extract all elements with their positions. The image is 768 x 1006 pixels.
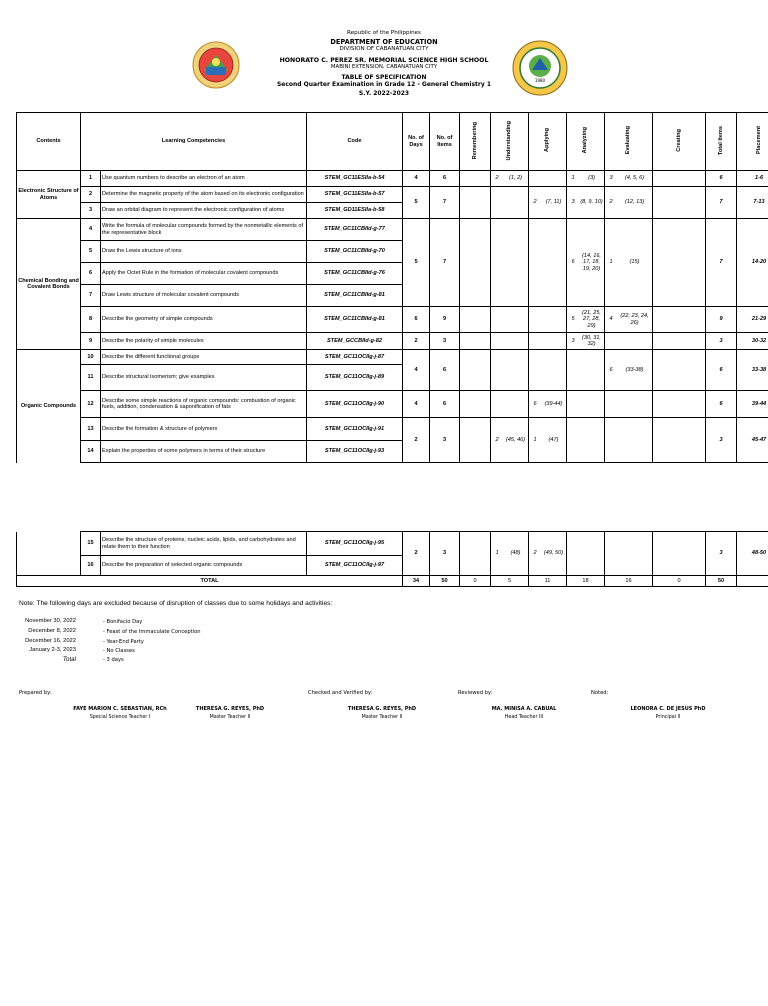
school-seal-year: 1980 [534,78,546,83]
placement: 33-38 [737,350,768,391]
checked-by-label: Checked and Verified by: [308,690,373,696]
placement: 39-44 [737,391,768,418]
app-items: (47) [548,436,559,443]
code: STEM_GC11OCIIg-j-97 [307,556,403,576]
row-number: 5 [81,241,101,263]
code: STEM_GCCBIId-g-82 [307,333,403,350]
row-number: 9 [81,333,101,350]
days: 4 [403,350,430,391]
signatory-name: THERESA G. REYES, PhD [347,706,417,712]
days: 4 [403,171,430,187]
total-understanding: 5 [491,576,529,587]
col-contents: Contents [17,113,81,171]
ana-count: 1 [571,175,575,182]
row-number: 7 [81,285,101,307]
content-atoms: Electronic Structure of Atoms [17,171,81,219]
signatory-name: THERESA G. REYES, PhD [195,706,265,712]
code: STEM_GC11OCIIg-j-95 [307,532,403,556]
ana-items: (8, 9, 10) [580,199,603,206]
days: 2 [403,418,430,463]
items: 3 [430,418,460,463]
table-row [17,219,768,241]
document-header [0,31,768,97]
reviewed-by-label: Reviewed by: [458,690,493,696]
code: STEM_GC11OCIIg-j-90 [307,391,403,418]
row-number: 15 [81,532,101,556]
table-row [17,307,768,333]
signatory-position: Master Teacher II [361,715,403,720]
school-year: S.Y. 2022-2023 [358,90,410,98]
signatory-preparer [60,706,180,720]
total-items-count: 50 [430,576,460,587]
code: STEM_GC11CBIId-g-70 [307,241,403,263]
app-count: 6 [533,400,537,407]
signatory-principal [618,706,718,720]
table-row [17,187,768,203]
app-items: (49, 50) [543,550,564,557]
days: 5 [403,187,430,219]
holiday-desc: - No Classes [103,648,135,654]
ana-count: 3 [571,199,575,206]
signatory-reviewer [474,706,574,720]
competency: Draw Lewis structure of molecular covalent compounds [101,285,307,307]
competency: Describe some simple reactions of organic compounds: combustion of organic fuels, addition, condensation & saponification of fats [101,391,307,418]
eva-count: 2 [609,199,613,206]
row-number: 1 [81,171,101,187]
department-line: DEPARTMENT OF EDUCATION [330,37,438,46]
ana-items: (21, 25, 27, 28, 29) [582,309,601,329]
total-items: 7 [706,187,737,219]
competency: Determine the magnetic property of the atom based on its electronic configuration [101,187,307,203]
holiday-total-label: Total [62,656,76,663]
total-analyzing: 18 [567,576,605,587]
items: 7 [430,219,460,307]
total-items: 9 [706,307,737,333]
days: 4 [403,391,430,418]
total-applying: 11 [529,576,567,587]
app-count: 2 [533,550,537,557]
row-number: 6 [81,263,101,285]
ana-count: 3 [571,337,575,344]
col-evaluating: Evaluating [625,126,632,155]
competency: Write the formula of molecular compounds formed by the nonmetallic elements of the representative block [101,219,307,241]
competency: Draw an orbital diagram to represent the electronic configuration of atoms [101,203,307,219]
signatory-name: MA. MINISA A. CABUAL [491,706,557,712]
code: STEM_GC11CBIId-g-81 [307,285,403,307]
eva-items: (12, 13) [624,199,645,206]
signatory-name: FAYE MARION C. SEBASTIAN, RCh [73,706,167,712]
code: STEM_GC11CBIId-g-76 [307,263,403,285]
code: STEM_GC11CBIId-g-77 [307,219,403,241]
signatory-position: Special Science Teacher I [89,715,151,720]
und-items: (45, 46) [505,436,526,443]
app-count: 1 [533,436,537,443]
col-remembering: Remembering [471,121,478,159]
row-number: 12 [81,391,101,418]
code: STEM_GC11OCIIg-j-87 [307,350,403,365]
items: 3 [430,532,460,576]
eva-items: (22, 23, 24, 26) [620,313,649,326]
code: STEM_GD11ESIIa-b-58 [307,203,403,219]
competency: Describe the geometry of simple compounds [101,307,307,333]
holiday-desc: - Year-End Party [103,639,144,645]
signatory-name: LEONORA C. DE JESUS PhD [630,706,706,712]
total-days: 34 [403,576,430,587]
table-row [17,418,768,441]
code: STEM_GC11ESIIa-b-54 [307,171,403,187]
ana-count: 5 [571,316,575,323]
competency: Apply the Octet Rule in the formation of molecular covalent compounds [101,263,307,285]
table-row [17,391,768,418]
col-creating: Creating [675,128,682,152]
app-count: 2 [533,199,537,206]
items: 7 [430,187,460,219]
placement: 21-29 [737,307,768,333]
days: 5 [403,219,430,307]
school-address: MABINI EXTENSION, CABANATUAN CITY [330,63,438,70]
republic-line: Republic of the Philippines [347,30,421,36]
signatory-position: Principal II [655,715,681,720]
holiday-desc: - Feast of the Immaculate Conception [103,629,201,635]
eva-items: (15) [629,259,640,266]
row-number: 4 [81,219,101,241]
col-code: Code [307,113,403,171]
placement: 14-20 [737,219,768,307]
code: STEM_GC11CBIId-g-81 [307,307,403,333]
total-items: 3 [706,333,737,350]
signatory-co-preparer [180,706,280,720]
eva-items: (4, 5, 6) [624,175,645,182]
row-number: 16 [81,556,101,576]
col-days: No. of Days [403,113,430,171]
row-number: 14 [81,441,101,463]
und-items: (48) [510,550,521,557]
holiday-desc: - Bonifacio Day [103,619,143,625]
total-items: 3 [706,418,737,463]
days: 2 [403,532,430,576]
competency: Describe the structure of proteins, nucleic acids, lipids, and carbohydrates and relate them to their function [101,532,307,556]
placement: 7-13 [737,187,768,219]
eva-items: (33-38) [625,366,644,373]
prepared-by-label: Prepared by: [19,690,52,696]
row-number: 2 [81,187,101,203]
noted-label: Noted: [591,690,609,696]
specification-table-continued [16,531,768,587]
row-number: 3 [81,203,101,219]
app-items: (7, 11) [545,199,562,206]
items: 6 [430,391,460,418]
col-understanding: Understanding [506,120,513,161]
total-items: 6 [706,350,737,391]
row-number: 8 [81,307,101,333]
signatory-checker [332,706,432,720]
code: STEM_GC11OCIIg-j-89 [307,365,403,391]
content-bonding: Chemical Bonding and Covalent Bonds [17,219,81,350]
signatory-position: Head Teacher III [504,715,544,720]
eva-count: 3 [609,175,613,182]
days: 2 [403,333,430,350]
eva-count: 4 [609,316,613,323]
specification-table [16,112,768,463]
total-all-items: 50 [706,576,737,587]
row-number: 10 [81,350,101,365]
document-title: TABLE OF SPECIFICATION [341,74,427,82]
total-remembering: 0 [460,576,491,587]
col-total-items: Total Items [717,125,724,155]
col-applying: Applying [544,128,551,153]
ana-items: (3) [588,175,595,182]
holiday-date: December 16, 2022 [25,638,76,644]
holiday-date: December 8, 2022 [28,628,76,634]
content-organic: Organic Compounds [17,350,81,463]
placement: 1-6 [737,171,768,187]
ana-items: (14, 16, 17, 18, 19, 20) [582,252,601,272]
holiday-note: Note: The following days are excluded because of disruption of classes due to some holidays and activities: [19,600,333,607]
total-label: TOTAL [17,576,403,587]
placement: 45-47 [737,418,768,463]
und-items: (1, 2) [508,175,523,182]
und-count: 1 [495,550,499,557]
table-row [17,171,768,187]
competency: Describe the polarity of simple molecules [101,333,307,350]
competency: Describe the different functional groups [101,350,307,365]
placement: 48-50 [737,532,768,576]
code: STEM_GC11ESIIa-b-57 [307,187,403,203]
total-items: 7 [706,219,737,307]
col-competencies: Learning Competencies [81,113,307,171]
row-number: 11 [81,365,101,391]
holiday-date: January 2-3, 2023 [29,647,76,653]
col-items: No. of Items [430,113,460,171]
eva-count: 6 [609,366,613,373]
school-name: HONORATO C. PEREZ SR. MEMORIAL SCIENCE HIGH SCHOOL [279,56,489,64]
und-count: 2 [495,436,499,443]
competency: Use quantum numbers to describe an electron of an atom [101,171,307,187]
division-line: DIVISION OF CABANATUAN CITY [339,46,429,53]
items: 9 [430,307,460,333]
holiday-total-value: - 3 days [103,657,124,663]
total-items: 6 [706,171,737,187]
items: 3 [430,333,460,350]
holiday-date: November 30, 2022 [25,618,76,624]
code: STEM_GC11OCIIg-j-91 [307,418,403,441]
und-count: 2 [495,175,499,182]
total-evaluating: 16 [605,576,653,587]
eva-count: 1 [609,259,613,266]
days: 6 [403,307,430,333]
code: STEM_GC11OCIIg-j-93 [307,441,403,463]
competency: Draw the Lewis structure of ions [101,241,307,263]
competency: Describe the preparation of selected organic compounds [101,556,307,576]
app-items: (39-44) [544,400,563,407]
table-row [17,333,768,350]
table-row [17,350,768,365]
col-analyzing: Analyzing [582,127,589,154]
ana-items: (30, 31, 32) [582,334,601,347]
header-row [17,113,768,171]
competency: Describe structural isomerism; give examples [101,365,307,391]
competency: Describe the formation & structure of polymers [101,418,307,441]
ana-count: 6 [571,259,575,266]
placement: 30-32 [737,333,768,350]
exam-title: Second Quarter Examination in Grade 12 - General Chemistry 1 [276,81,492,89]
row-number: 13 [81,418,101,441]
signatory-position: Master Teacher II [209,715,251,720]
totals-row [17,576,768,587]
total-items: 3 [706,532,737,576]
items: 6 [430,171,460,187]
total-items: 6 [706,391,737,418]
competency: Explain the properties of some polymers in terms of their structure [101,441,307,463]
table-row [17,532,768,556]
total-creating: 0 [653,576,706,587]
col-placement: Placement [755,126,762,155]
items: 6 [430,350,460,391]
